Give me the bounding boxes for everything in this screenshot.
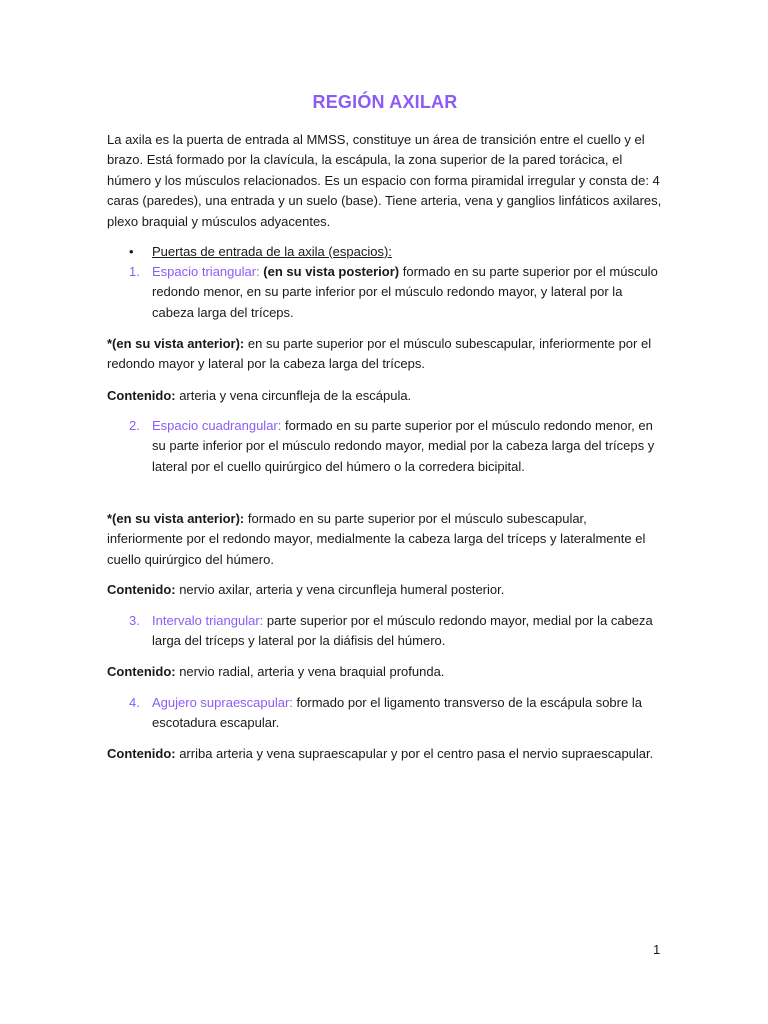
contenido-label: Contenido: xyxy=(107,388,176,403)
item-qualifier: (en su vista posterior) xyxy=(263,264,400,279)
contenido-4 xyxy=(107,744,663,764)
anterior-label: *(en su vista anterior): xyxy=(107,511,245,526)
anterior-text: formado en su parte superior por el músculo subescapular, inferiormente por el redondo mayor, medialmente la cabeza larga del tríceps y lateralmente el cuello quirúrgico del húmero. xyxy=(107,511,646,567)
contenido-label: Contenido: xyxy=(107,664,176,679)
item-number: 4. xyxy=(129,695,140,710)
contenido-text: nervio axilar, arteria y vena circunfleja humeral posterior. xyxy=(175,582,505,597)
bullet-text: Puertas de entrada de la axila (espacios): xyxy=(152,244,392,259)
contenido-text: arteria y vena circunflejа de la escápula. xyxy=(175,388,412,403)
item-number: 2. xyxy=(129,418,140,433)
item-text: formado por el ligamento transverso de la escápula sobre la escotadura escapular. xyxy=(152,695,642,731)
contenido-text: nervio radial, arteria y vena braquial profunda. xyxy=(175,664,445,679)
page-number: 1 xyxy=(653,942,661,957)
document-title: REGIÓN AXILAR xyxy=(312,92,458,112)
item-text: parte superior por el músculo redondo mayor, medial por la cabeza larga del tríceps y lateral por la diáfisis del húmero. xyxy=(152,613,653,649)
contenido-3 xyxy=(107,662,663,682)
contenido-2 xyxy=(107,580,663,600)
item-number: 3. xyxy=(129,613,140,628)
intro-paragraph: La axila es la puerta de entrada al MMSS, constituye un área de transición entre el cuello y el brazo. Está formado por la clavícula, la escápula, la zona superior de la pared torácica, el húmero y los músculos relacionados. Es un espacio con forma piramidal irregular y consta de: 4 caras (paredes), una entrada y un suelo (base). Tiene arteria, vena y ganglios linfáticos axilares, plexo braquial y músculos adyacentes. xyxy=(107,132,662,229)
contenido-text: arriba arteria y vena supraescapular y por el centro pasa el nervio supraescapular. xyxy=(175,746,654,761)
document-page xyxy=(107,0,663,1024)
anterior-text: en su parte superior por el músculo subescapular, inferiormente por el redondo mayor y lateral por la cabeza larga del tríceps. xyxy=(107,336,652,372)
bullet-dot-icon: • xyxy=(129,244,134,259)
item-body xyxy=(152,693,663,734)
item-body xyxy=(152,611,663,652)
anterior-label: *(en su vista anterior): xyxy=(107,336,245,351)
item-name: Espacio triangular: xyxy=(152,264,260,279)
item-body xyxy=(152,262,663,323)
item-text: formado en su parte superior por el músculo redondo menor, en su parte inferior por el músculo redondo mayor, medial por la cabeza larga del tríceps y lateral por el cuello quirúrgico del húmero o la corredera bicipital. xyxy=(152,418,655,474)
item-text: formado en su parte superior por el músculo redondo menor, en su parte inferior por el músculo redondo mayor, y lateral por la cabeza larga del tríceps. xyxy=(152,264,658,320)
contenido-label: Contenido: xyxy=(107,746,176,761)
anterior-note-1 xyxy=(107,334,663,375)
item-number: 1. xyxy=(129,264,140,279)
item-name: Espacio cuadrangular: xyxy=(152,418,282,433)
item-name: Agujero supraescapular: xyxy=(152,695,293,710)
anterior-note-2 xyxy=(107,509,663,570)
item-body xyxy=(152,416,663,477)
contenido-1 xyxy=(107,386,663,406)
contenido-label: Contenido: xyxy=(107,582,176,597)
item-name: Intervalo triangular: xyxy=(152,613,264,628)
